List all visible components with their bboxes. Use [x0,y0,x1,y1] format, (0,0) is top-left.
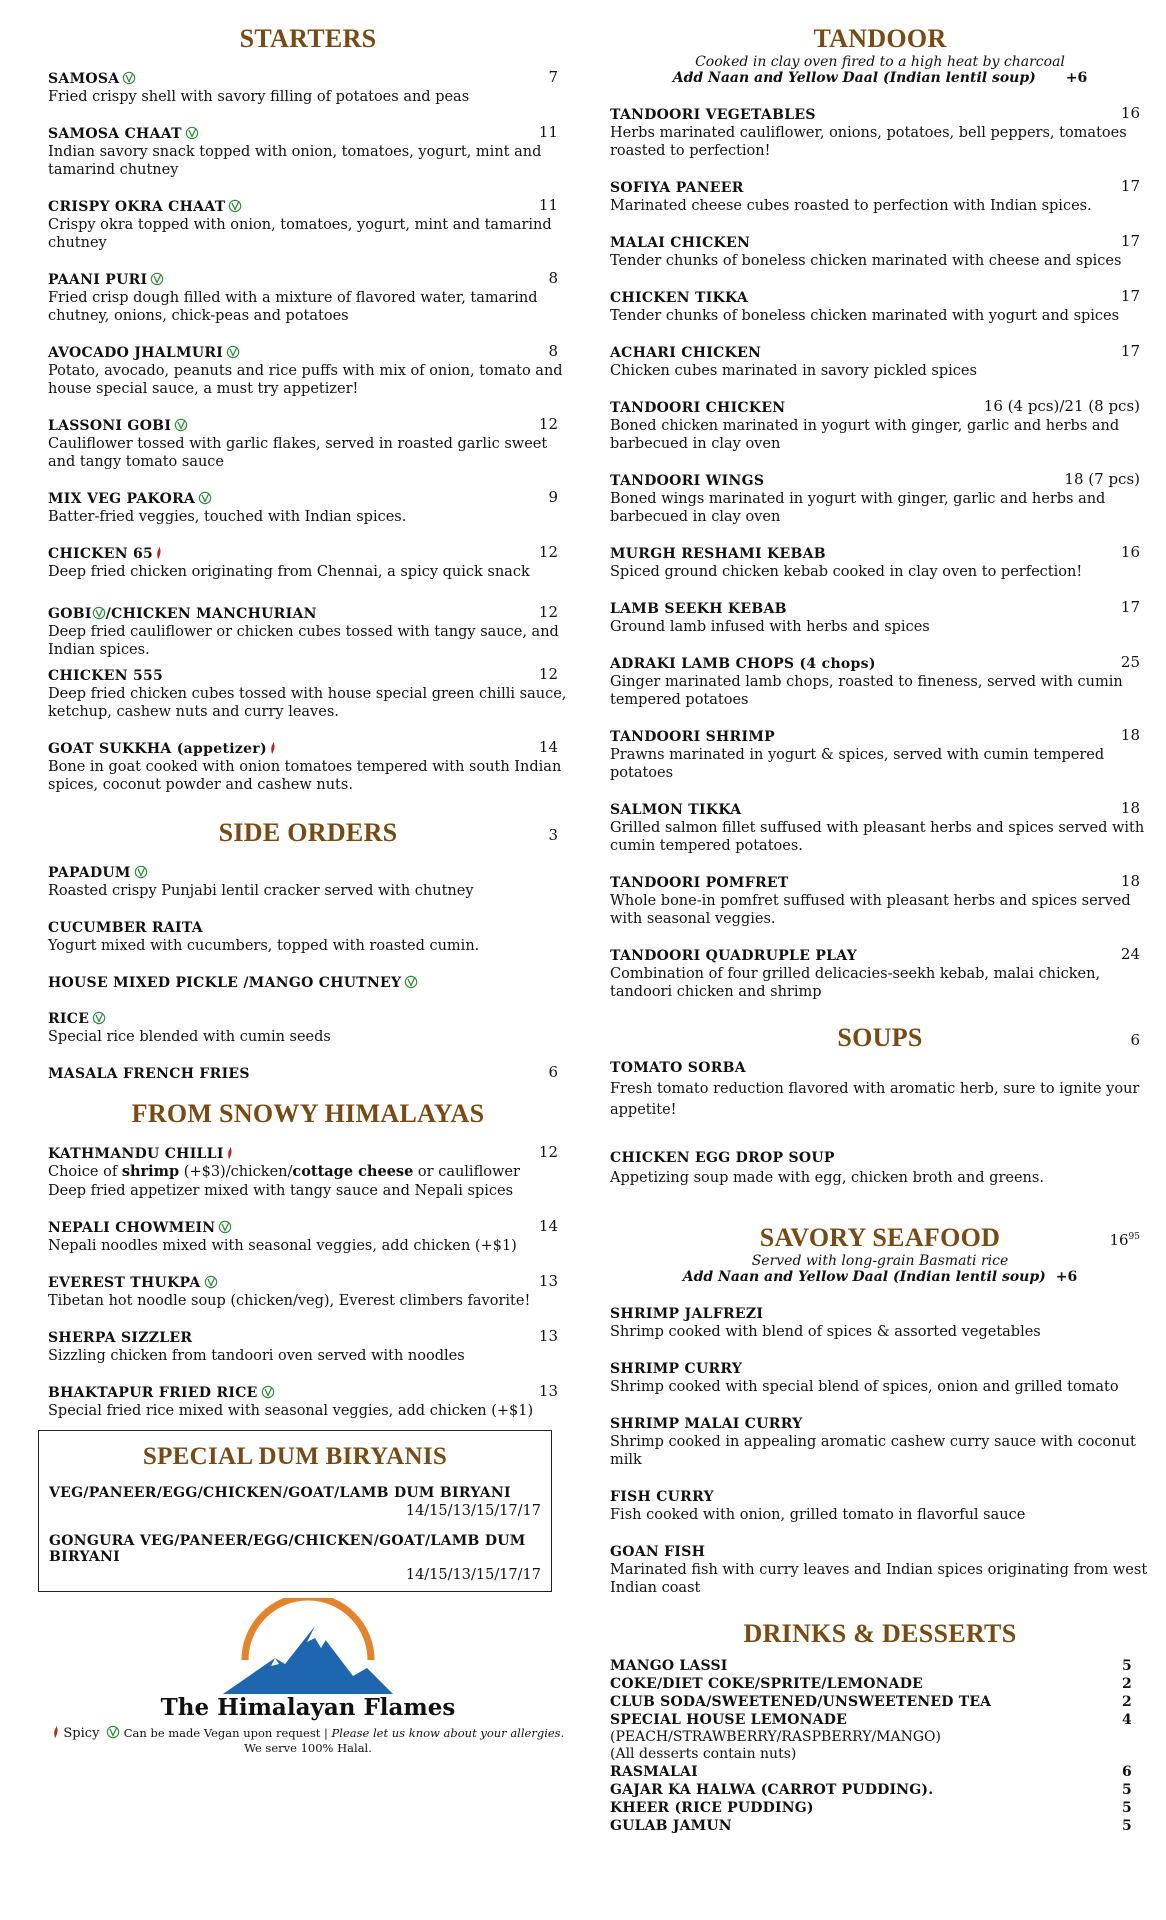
menu-item: TANDOORI WINGS 18 (7 pcs) Boned wings marinated in yogurt with ginger, garlic and herbs and barbecued in clay oven [610,470,1140,525]
drinks-section [610,1619,1150,1649]
vegan-icon [218,1220,232,1234]
menu-item: FISH CURRY Fish cooked with onion, grilled tomato in flavorful sauce [610,1489,1026,1523]
menu-item: KATHMANDU CHILLI 12 Choice of shrimp (+$3)/chicken/cottage cheese or cauliflower Deep fried appetizer mixed with tangy sauce and Nepali spices [48,1143,558,1199]
left-column [48,0,568,1755]
biryani-item: GONGURA VEG/PANEER/EGG/CHICKEN/GOAT/LAMB DUM BIRYANI 14/15/13/15/17/17 [49,1533,541,1583]
side-orders-section [48,818,568,848]
menu-item: BHAKTAPUR FRIED RICE 13 Special fried rice mixed with seasonal veggies, add chicken (+$1) [48,1382,558,1419]
menu-item: SAMOSA CHAAT 11 Indian savory snack topped with onion, tomatoes, yogurt, mint and tamarind chutney [48,123,558,178]
dessert-row: GULAB JAMUN 5 [610,1818,1132,1834]
vegan-icon [106,1725,120,1739]
right-column [610,0,1150,1835]
menu-item: TANDOORI SHRIMP 18 Prawns marinated in yogurt & spices, served with cumin tempered potatoes [610,726,1140,781]
dessert-row: KHEER (RICE PUDDING) 5 [610,1800,1132,1816]
starters-section [48,24,568,54]
nuts-note: (All desserts contain nuts) [610,1746,797,1762]
chili-icon [269,741,277,755]
vegan-icon [92,606,106,620]
soups-price: 6 [1130,1031,1140,1049]
menu-item: GOAT SUKKHA (appetizer) 14 Bone in goat cooked with onion tomatoes tempered with south Indian spices, coconut powder and cashew nuts. [48,738,562,793]
menu-item: ADRAKI LAMB CHOPS (4 chops) 25 Ginger marinated lamb chops, roasted to fineness, served with cumin tempered potatoes [610,653,1140,708]
side-orders-price: 3 [548,826,558,844]
tandoor-title: TANDOOR [813,24,947,53]
seafood-list [610,1303,1150,1597]
soups-list [610,1057,1150,1187]
drink-row: COKE/DIET COKE/SPRITE/LEMONADE 2 [610,1676,1132,1692]
chili-icon [155,546,163,560]
tandoor-list [610,104,1150,1001]
restaurant-name: The Himalayan Flames [160,1694,456,1721]
lemonade-flavors: (PEACH/STRAWBERRY/RASPBERRY/MANGO) [610,1729,941,1745]
menu-item: CHICKEN TIKKA 17 Tender chunks of boneless chicken marinated with yogurt and spices [610,287,1140,324]
menu-item: SHRIMP MALAI CURRY Shrimp cooked in appealing aromatic cashew curry sauce with coconut milk [610,1416,1136,1468]
menu-item: EVEREST THUKPA 13 Tibetan hot noodle soup (chicken/veg), Everest climbers favorite! [48,1272,558,1309]
menu-item: CHICKEN 555 12 Deep fried chicken cubes tossed with house special green chilli sauce, ketchup, cashew nuts and curry leaves. [48,665,567,720]
vegan-icon [150,272,164,286]
dessert-row: RASMALAI 6 [610,1764,1132,1780]
mountain-logo-icon [223,1598,393,1696]
menu-item: PAPADUM Roasted crispy Punjabi lentil cracker served with chutney [48,865,474,899]
menu-item: GOBI /CHICKEN MANCHURIAN 12 Deep fried cauliflower or chicken cubes tossed with tangy sauce, and Indian spices. [48,603,559,658]
seafood-subtitle: Served with long-grain Basmati rice [751,1253,1009,1269]
soups-title: SOUPS [837,1023,923,1052]
menu-item: CUCUMBER RAITA Yogurt mixed with cucumbers, topped with roasted cumin. [48,920,480,954]
menu-item: TANDOORI VEGETABLES 16 Herbs marinated cauliflower, onions, potatoes, bell peppers, tomatoes roasted to perfection! [610,104,1140,159]
menu-item: MIX VEG PAKORA 9 Batter-fried veggies, touched with Indian spices. [48,488,558,525]
menu-item: SHRIMP JALFREZI Shrimp cooked with blend of spices & assorted vegetables [610,1306,1041,1340]
vegan-icon [261,1385,275,1399]
menu-item: AVOCADO JHALMURI 8 Potato, avocado, peanuts and rice puffs with mix of onion, tomato and house special sauce, a must try appetizer! [48,342,563,397]
himalayas-list [48,1143,568,1420]
drinks-list [610,1657,1150,1835]
drinks-title: DRINKS & DESSERTS [743,1619,1017,1648]
menu-item: MURGH RESHAMI KEBAB 16 Spiced ground chicken kebab cooked in clay oven to perfection! [610,543,1140,580]
vegan-icon [92,1011,106,1025]
tandoor-section [610,24,1150,86]
menu-item: HOUSE MIXED PICKLE /MANGO CHUTNEY [48,972,568,991]
menu-item: SHRIMP CURRY Shrimp cooked with special blend of spices, onion and grilled tomato [610,1361,1119,1395]
menu-item: TANDOORI QUADRUPLE PLAY 24 Combination of four grilled delicacies-seekh kebab, malai chicken, tandoori chicken and shrimp [610,945,1140,1000]
menu-item: CHICKEN 65 12 Deep fried chicken originating from Chennai, a spicy quick snack [48,543,558,580]
menu-item: CHICKEN EGG DROP SOUP Appetizing soup made with egg, chicken broth and greens. [610,1150,1044,1186]
vegan-icon [185,126,199,140]
menu-item: LAMB SEEKH KEBAB 17 Ground lamb infused with herbs and spices [610,598,1140,635]
seafood-title: SAVORY SEAFOOD [759,1223,1001,1252]
menu-item: SAMOSA 7 Fried crispy shell with savory filling of potatoes and peas [48,68,558,105]
halal-note: We serve 100% Halal. [244,1741,372,1755]
tandoor-subtitle: Cooked in clay oven fired to a high heat by charcoal [695,54,1065,70]
himalayas-title: FROM SNOWY HIMALAYAS [131,1099,485,1128]
starters-title: STARTERS [239,24,377,53]
vegan-icon [226,345,240,359]
biryanis-box [38,1430,552,1592]
soups-section [610,1023,1150,1053]
menu-item: CRISPY OKRA CHAAT 11 Crispy okra topped with onion, tomatoes, yogurt, mint and tamarind chutney [48,196,558,251]
drink-row: CLUB SODA/SWEETENED/UNSWEETENED TEA 2 [610,1694,1132,1710]
menu-item: TOMATO SORBA Fresh tomato reduction flavored with aromatic herb, sure to ignite your appetite! [610,1060,1140,1118]
vegan-icon [228,199,242,213]
menu-item: NEPALI CHOWMEIN 14 Nepali noodles mixed with seasonal veggies, add chicken (+$1) [48,1217,558,1254]
vegan-icon [404,975,418,989]
biryani-item: VEG/PANEER/EGG/CHICKEN/GOAT/LAMB DUM BIRYANI 14/15/13/15/17/17 [49,1485,541,1519]
seafood-addon: Add Naan and Yellow Daal (Indian lentil soup) +6 [682,1269,1078,1285]
menu-item: RICE Special rice blended with cumin seeds [48,1011,331,1045]
side-orders-title: SIDE ORDERS [218,818,398,847]
biryanis-title: SPECIAL DUM BIRYANIS [142,1443,448,1470]
menu-item: GOAN FISH Marinated fish with curry leaves and Indian spices originating from west Indian coast [610,1544,1148,1596]
brand-block [48,1598,568,1755]
vegan-icon [174,418,188,432]
menu-item: PAANI PURI 8 Fried crisp dough filled with a mixture of flavored water, tamarind chutney, onions, chick-peas and potatoes [48,269,558,324]
vegan-icon [122,71,136,85]
menu-item: SALMON TIKKA 18 Grilled salmon fillet suffused with pleasant herbs and spices served with cumin tempered potatoes. [610,799,1145,854]
menu-item: TANDOORI POMFRET 18 Whole bone-in pomfret suffused with pleasant herbs and spices served with seasonal veggies. [610,872,1140,927]
menu-item: MASALA FRENCH FRIES 6 [48,1063,558,1082]
vegan-icon [134,865,148,879]
vegan-icon [204,1275,218,1289]
side-orders-list [48,862,568,1082]
menu-item: ACHARI CHICKEN 17 Chicken cubes marinated in savory pickled spices [610,342,1140,379]
legend: Spicy Can be made Vegan upon request | Please let us know about your allergies. We serve 100% Halal. [48,1725,568,1755]
starters-list [48,68,568,794]
seafood-section [610,1223,1150,1285]
menu-item: SHERPA SIZZLER 13 Sizzling chicken from tandoori oven served with noodles [48,1327,558,1364]
menu-item: TANDOORI CHICKEN 16 (4 pcs)/21 (8 pcs) Boned chicken marinated in yogurt with ginger, garlic and herbs and barbecued in clay oven [610,397,1140,452]
menu-item: LASSONI GOBI 12 Cauliflower tossed with garlic flakes, served in roasted garlic sweet and tangy tomato sauce [48,415,558,470]
menu-item: MALAI CHICKEN 17 Tender chunks of boneless chicken marinated with cheese and spices [610,232,1140,269]
himalayas-section [48,1099,568,1129]
drink-row: SPECIAL HOUSE LEMONADE 4 [610,1712,1132,1728]
chili-icon [52,1725,60,1739]
chili-icon [226,1146,234,1160]
tandoor-addon: Add Naan and Yellow Daal (Indian lentil soup) +6 [672,70,1088,86]
drink-row: MANGO LASSI 5 [610,1658,1132,1674]
dessert-row: GAJAR KA HALWA (CARROT PUDDING). 5 [610,1782,1132,1798]
vegan-icon [198,491,212,505]
seafood-price: $16^{95}$ [1109,1231,1140,1249]
menu-item: SOFIYA PANEER 17 Marinated cheese cubes roasted to perfection with Indian spices. [610,177,1140,214]
